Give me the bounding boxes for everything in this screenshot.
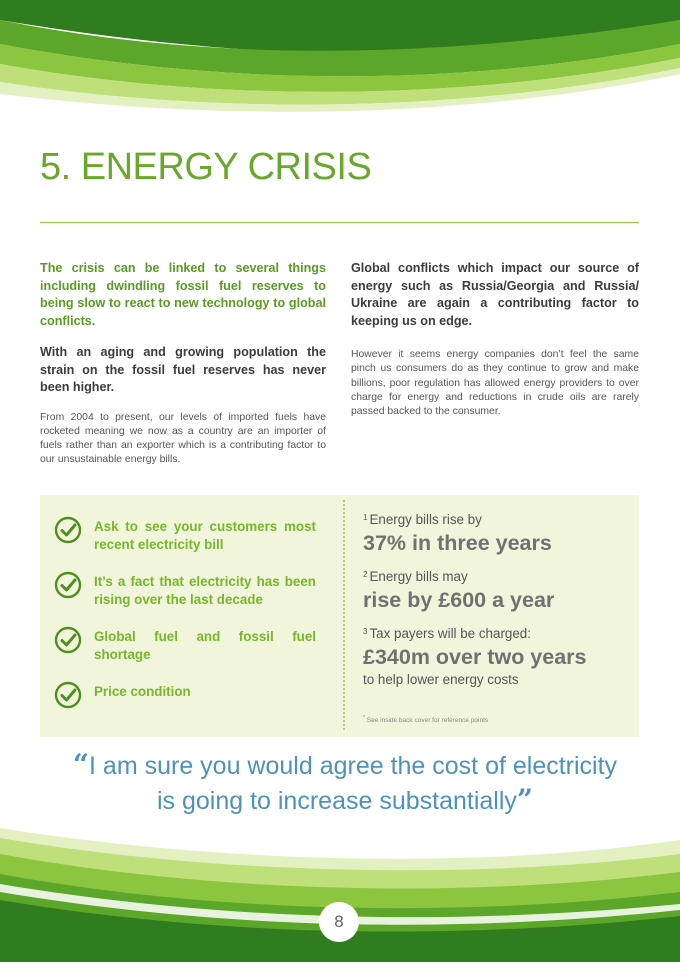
- checklist-item-text: It’s a fact that electricity has been rising over the last decade: [94, 574, 316, 607]
- left-body-paragraph: From 2004 to present, our levels of imported fuels have rocketed meaning we now as a country are an importer of fuels rather than an exporter which is a contributing factor to our unsustainable energy bills.: [40, 411, 326, 466]
- checklist: [54, 516, 316, 736]
- checklist-item-text: Global fuel and fossil fuel shortage: [94, 629, 316, 662]
- stat-value: rise by £600 a year: [363, 588, 555, 612]
- right-body-paragraph: However it seems energy companies don’t feel the same pinch us consumers do as they continue to grow and make billions, poor regulation has allowed energy providers to over charge for energy and reductions in crude oils are rarely passed backed to the consumer.: [351, 349, 639, 418]
- left-lead-paragraph-2: With an aging and growing population the strain on the fossil fuel reserves has never been higher.: [40, 345, 326, 394]
- stat-label: [363, 510, 633, 528]
- open-quote-icon: “: [72, 748, 90, 781]
- footnote-mark: *: [363, 715, 365, 721]
- footnote-text: See inside back cover for reference points: [366, 717, 489, 725]
- checklist-item: [54, 571, 316, 626]
- stat-block: [363, 624, 633, 688]
- checklist-item: [54, 681, 316, 736]
- right-column: [351, 260, 639, 419]
- stat-label-text: Energy bills rise by: [369, 512, 482, 527]
- page-number: 8: [319, 902, 359, 942]
- info-box-divider: [343, 500, 345, 730]
- checklist-item: [54, 626, 316, 681]
- left-lead-paragraph-1: The crisis can be linked to several things including dwindling fossil fuel reserves to being slow to react to new technology to global conflicts.: [40, 261, 326, 328]
- check-circle-icon: [54, 626, 82, 654]
- stat-label-text: Energy bills may: [369, 569, 468, 584]
- stat-ref: 1: [363, 513, 368, 522]
- check-circle-icon: [54, 571, 82, 599]
- stat-ref: 2: [363, 570, 368, 579]
- check-circle-icon: [54, 681, 82, 709]
- checklist-item: [54, 516, 316, 571]
- stat-value: £340m over two years: [363, 645, 587, 669]
- right-lead-paragraph: Global conflicts which impact our source of energy such as Russia/Georgia and Russia/ Ukraine are again a contributing factor to keeping us on edge.: [351, 261, 639, 328]
- stat-label: [363, 567, 633, 585]
- check-circle-icon: [54, 516, 82, 544]
- stat-label-text: Tax payers will be charged:: [369, 626, 531, 641]
- stats-panel: [363, 510, 633, 697]
- left-column: [40, 260, 326, 468]
- quote-line-1: I am sure you would agree the cost of electricity: [89, 752, 618, 780]
- stat-value: 37% in three years: [363, 531, 552, 555]
- page-title: 5. ENERGY CRISIS: [40, 146, 372, 188]
- pull-quote: [60, 748, 630, 818]
- stat-block: [363, 567, 633, 615]
- stat-note: to help lower energy costs: [363, 672, 519, 687]
- top-wave-decoration: [0, 0, 680, 120]
- stat-ref: 3: [363, 627, 368, 636]
- stat-label: [363, 624, 633, 642]
- stat-block: [363, 510, 633, 558]
- checklist-item-text: Ask to see your customers most recent electricity bill: [94, 519, 316, 552]
- footnote: [363, 715, 488, 724]
- close-quote-icon: ”: [516, 783, 534, 816]
- title-divider: [40, 222, 639, 223]
- quote-line-2: is going to increase substantially: [156, 787, 517, 815]
- checklist-item-text: Price condition: [94, 684, 191, 699]
